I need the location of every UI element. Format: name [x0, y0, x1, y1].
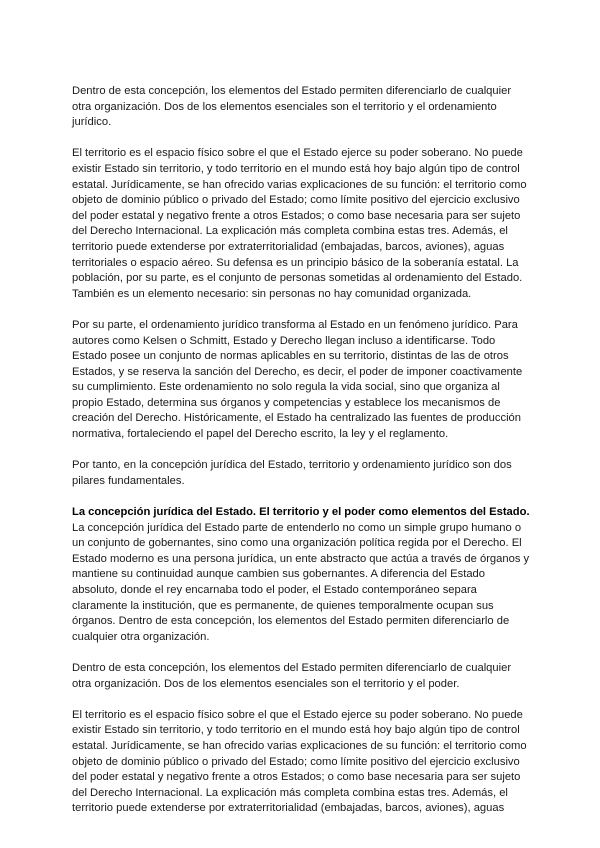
paragraph-territory: El territorio es el espacio físico sobre el que el Estado ejerce su poder soberano. No puede existir Estado sin territorio, y todo territorio en el mundo está hoy bajo algún tipo de control estatal. Jurídicamente, se han ofrecido varias explicaciones de su función: el territorio como objeto de dominio público o privado del Estado; como límite positivo del ejercicio exclusivo del poder estatal y negativo frente a otros Estados; o como base necesaria para ser sujeto del Derecho Internacional. La explicación más completa combina estas tres. Además, el territorio puede extenderse por extraterritorialidad (embajadas, barcos, aviones), aguas territoriales o espacio aéreo. Su defensa es un principio básico de la soberanía estatal. La población, por su parte, es el conjunto de personas sometidas al ordenamiento del Estado. También es un elemento necesario: sin personas no hay comunidad organizada.: [72, 147, 527, 300]
paragraph-elements-intro: Dentro de esta concepción, los elementos del Estado permiten diferenciarlo de cualquier otra organización. Dos de los elementos esenciales son el territorio y el ordenamiento jurídico.: [72, 85, 512, 129]
paragraph-legal-order: Por su parte, el ordenamiento jurídico transforma al Estado en un fenómeno jurídico. Para autores como Kelsen o Schmitt, Estado y Derecho llegan incluso a identificarse. Todo Estado posee un conjunto de normas aplicables en su territorio, distintas de las de otros Estados, y se reserva la sanción del Derecho, es decir, el poder de imponer coactivamente su cumplimiento. Este ordenamiento no solo regula la vida social, sino que organiza al propio Estado, determina sus órganos y competencias y establece los mecanismos de creación del Derecho. Históricamente, el Estado ha centralizado las fuentes de producción normativa, fortaleciendo el papel del Derecho escrito, la ley y el reglamento.: [72, 318, 523, 441]
section-block: [72, 505, 530, 645]
paragraph-territory-repeat: El territorio es el espacio físico sobre el que el Estado ejerce su poder soberano. No puede existir Estado sin territorio, y todo territorio en el mundo está hoy bajo algún tipo de control estatal. Jurídicamente, se han ofrecido varias explicaciones de su función: el territorio como objeto de dominio público o privado del Estado; como límite positivo del ejercicio exclusivo del poder estatal y negativo frente a otros Estados; o como base necesaria para ser sujeto del Derecho Internacional. La explicación más completa combina estas tres. Además, el territorio puede extenderse por extraterritorialidad (embajadas, barcos, aviones), aguas: [72, 708, 527, 815]
document-page: [72, 84, 530, 833]
paragraph-conclusion: Por tanto, en la concepción jurídica del Estado, territorio y ordenamiento jurídico son dos pilares fundamentales.: [72, 459, 512, 487]
section-body: La concepción jurídica del Estado parte de entenderlo no como un simple grupo humano o un conjunto de gobernantes, sino como una organización política regida por el Derecho. El Estado moderno es una persona jurídica, un ente abstracto que actúa a través de órganos y mantiene su continuidad aunque cambien sus gobernantes. A diferencia del Estado absoluto, donde el rey encarnaba todo el poder, el Estado contemporáneo separa claramente la institución, que es permanente, de quienes temporalmente ocupan sus órganos. Dentro de esta concepción, los elementos del Estado permiten diferenciarlo de cualquier otra organización.: [72, 521, 530, 643]
paragraph-elements-intro-repeat: Dentro de esta concepción, los elementos del Estado permiten diferenciarlo de cualquier otra organización. Dos de los elementos esenciales son el territorio y el poder.: [72, 661, 512, 690]
section-heading: La concepción jurídica del Estado. El territorio y el poder como elementos del Estado.: [72, 506, 530, 519]
